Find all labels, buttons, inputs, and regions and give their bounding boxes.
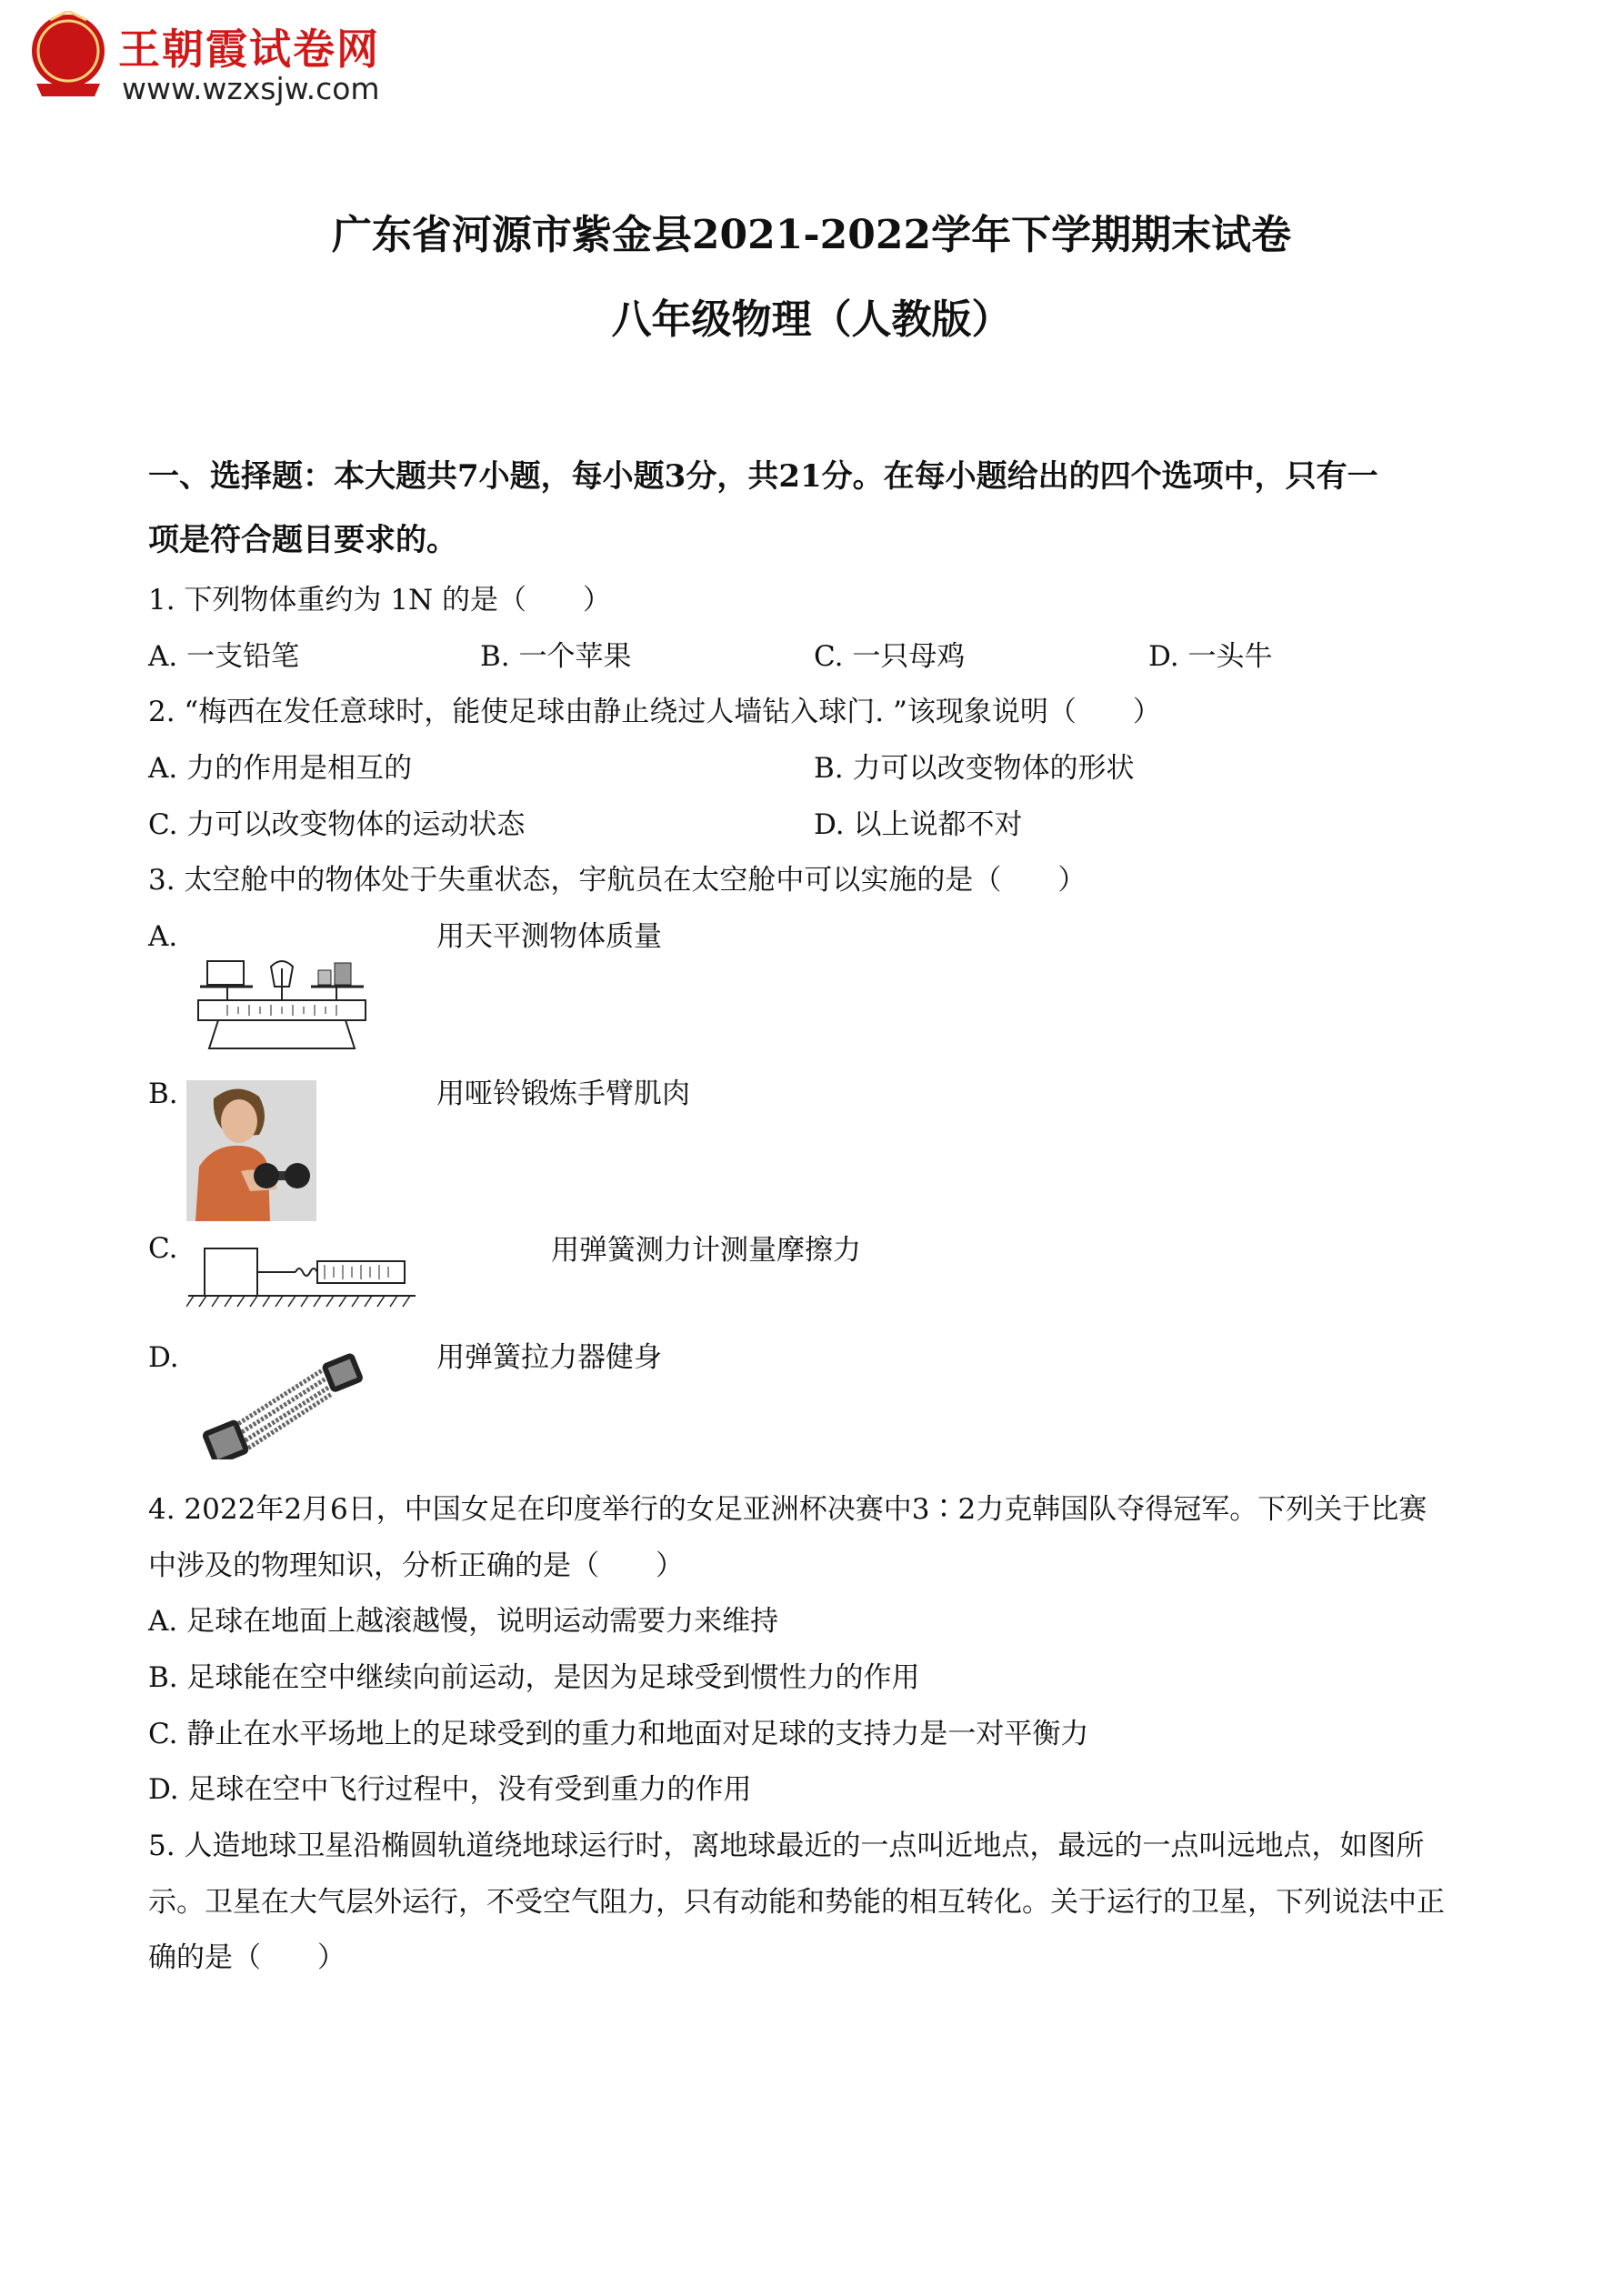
q3-option-b-text[interactable]: 用哑铃锻炼手臂肌肉 [436,1078,690,1110]
q3-option-d-letter[interactable]: D. [148,1341,179,1374]
q1-option-b[interactable]: B. 一个苹果 [480,640,632,673]
balance-scale-figure [191,950,373,1055]
q1-option-a[interactable]: A. 一支铅笔 [148,640,300,673]
q3-option-c-letter[interactable]: C. [148,1232,178,1265]
exam-subtitle: 八年级物理（人教版） [611,296,1012,343]
q3-option-b-letter[interactable]: B. [148,1078,178,1110]
q1-stem: 1. 下列物体重约为 1N 的是（ ） [148,584,611,617]
q4-stem-line2: 中涉及的物理知识，分析正确的是（ ） [148,1549,684,1582]
q2-stem: 2. “梅西在发任意球时，能使足球由静止绕过人墙钻入球门. ”该现象说明（ ） [148,696,1161,728]
q1-option-c[interactable]: C. 一只母鸡 [814,640,966,673]
brand-name: 王朝霞试卷网 [118,25,380,74]
q2-option-b[interactable]: B. 力可以改变物体的形状 [814,752,1135,785]
q4-stem-line1: 4. 2022年2月6日，中国女足在印度举行的女足亚洲杯决赛中3∶2力克韩国队夺得冠军。下列关于比赛 [148,1493,1428,1526]
q3-stem: 3. 太空舱中的物体处于失重状态，宇航员在太空舱中可以实施的是（ ） [148,864,1087,897]
q2-option-d[interactable]: D. 以上说都不对 [814,808,1023,841]
q5-stem-line3: 确的是（ ） [148,1941,346,1974]
q4-option-c[interactable]: C. 静止在水平场地上的足球受到的重力和地面对足球的支持力是一对平衡力 [148,1718,1089,1750]
section-heading-line2: 项是符合题目要求的。 [148,522,457,558]
site-logo[interactable] [27,11,418,109]
q4-option-b[interactable]: B. 足球能在空中继续向前运动，是因为足球受到惯性力的作用 [148,1661,920,1694]
section-heading-line1: 一、选择题：本大题共7小题，每小题3分，共21分。在每小题给出的四个选项中，只有一 [148,458,1378,495]
q3-option-c-text[interactable]: 用弹簧测力计测量摩擦力 [551,1234,861,1267]
q2-option-a[interactable]: A. 力的作用是相互的 [148,752,413,785]
exam-title: 广东省河源市紫金县2021-2022学年下学期期末试卷 [331,212,1292,258]
q4-option-a[interactable]: A. 足球在地面上越滚越慢，说明运动需要力来维持 [148,1605,779,1638]
spring-expander-figure [186,1346,377,1459]
seal-logo-icon [27,11,109,102]
dumbbell-photo [186,1080,316,1221]
site-url[interactable]: www.wzxsjw.com [122,71,380,106]
spring-scale-friction-figure [186,1241,418,1314]
q5-stem-line2: 示。卫星在大气层外运行，不受空气阻力，只有动能和势能的相互转化。关于运行的卫星，下列说法中正 [148,1886,1445,1919]
q2-option-c[interactable]: C. 力可以改变物体的运动状态 [148,808,526,841]
q4-option-d[interactable]: D. 足球在空中飞行过程中，没有受到重力的作用 [148,1773,752,1806]
q3-option-a-letter[interactable]: A. [148,920,178,953]
q5-stem-line1: 5. 人造地球卫星沿椭圆轨道绕地球运行时，离地球最近的一点叫近地点，最远的一点叫远地点，如图所 [148,1830,1425,1862]
q3-option-a-text[interactable]: 用天平测物体质量 [436,920,662,953]
q3-option-d-text[interactable]: 用弹簧拉力器健身 [436,1341,662,1374]
q1-option-d[interactable]: D. 一头牛 [1148,640,1273,673]
